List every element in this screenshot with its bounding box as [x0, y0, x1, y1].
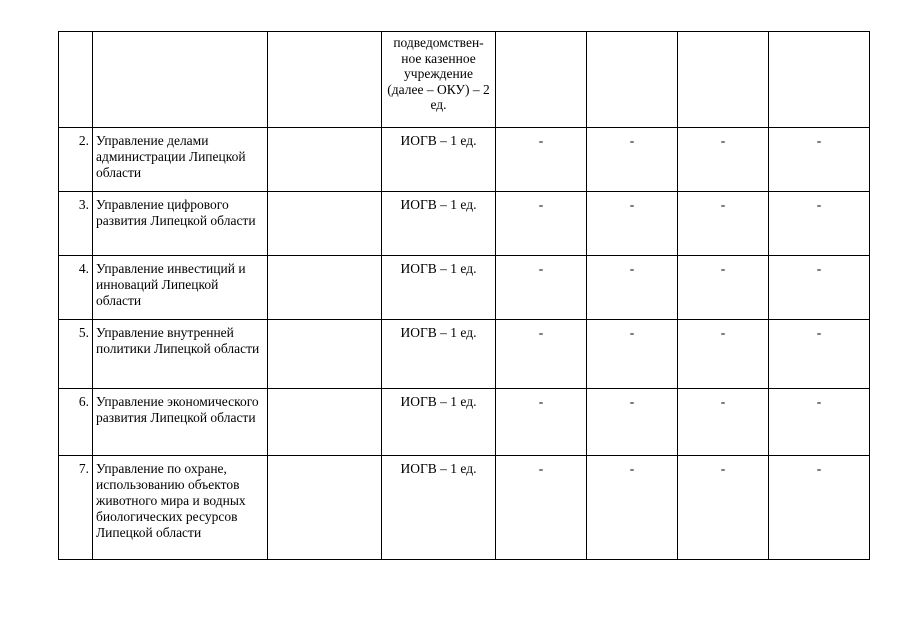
- agency-name-cell: [93, 32, 268, 128]
- table-row: [59, 456, 870, 560]
- institution-type-cell: ИОГВ – 1 ед.: [382, 256, 496, 320]
- empty-cell: [268, 389, 382, 456]
- empty-cell: [268, 456, 382, 560]
- institution-type-cell: ИОГВ – 1 ед.: [382, 192, 496, 256]
- value-cell: [678, 32, 769, 128]
- empty-cell: [268, 256, 382, 320]
- value-cell: -: [678, 389, 769, 456]
- value-cell: -: [496, 389, 587, 456]
- row-number-cell: 5.: [59, 320, 93, 389]
- agency-name-cell: Управление инвестиций и инноваций Липецкой области: [93, 256, 268, 320]
- row-number-cell: 4.: [59, 256, 93, 320]
- value-cell: -: [587, 320, 678, 389]
- value-cell: -: [769, 192, 870, 256]
- institution-type-cell: ИОГВ – 1 ед.: [382, 456, 496, 560]
- row-number-cell: 7.: [59, 456, 93, 560]
- value-cell: -: [678, 192, 769, 256]
- table-row: [59, 128, 870, 192]
- value-cell: -: [678, 456, 769, 560]
- value-cell: -: [587, 192, 678, 256]
- empty-cell: [268, 320, 382, 389]
- agency-name-cell: Управление внутренней политики Липецкой области: [93, 320, 268, 389]
- row-number-cell: 6.: [59, 389, 93, 456]
- table-row: [59, 320, 870, 389]
- table-row-continuation: [59, 32, 870, 128]
- value-cell: -: [496, 320, 587, 389]
- row-number-cell: [59, 32, 93, 128]
- institution-type-cell: ИОГВ – 1 ед.: [382, 320, 496, 389]
- agency-name-cell: Управление делами администрации Липецкой области: [93, 128, 268, 192]
- empty-cell: [268, 128, 382, 192]
- value-cell: -: [496, 192, 587, 256]
- empty-cell: [268, 32, 382, 128]
- value-cell: -: [769, 389, 870, 456]
- value-cell: -: [769, 256, 870, 320]
- institution-type-cell: ИОГВ – 1 ед.: [382, 128, 496, 192]
- value-cell: -: [769, 128, 870, 192]
- value-cell: [769, 32, 870, 128]
- table-row: [59, 192, 870, 256]
- value-cell: [496, 32, 587, 128]
- agency-name-cell: Управление экономического развития Липецкой области: [93, 389, 268, 456]
- row-number-cell: 3.: [59, 192, 93, 256]
- empty-cell: [268, 192, 382, 256]
- agencies-table: [58, 31, 870, 560]
- value-cell: -: [587, 128, 678, 192]
- institution-type-cell: подведомствен-ное казенное учреждение (далее – ОКУ) – 2 ед.: [382, 32, 496, 128]
- value-cell: -: [678, 256, 769, 320]
- table-row: [59, 389, 870, 456]
- institution-type-cell: ИОГВ – 1 ед.: [382, 389, 496, 456]
- value-cell: [587, 32, 678, 128]
- value-cell: -: [678, 128, 769, 192]
- agency-name-cell: Управление цифрового развития Липецкой области: [93, 192, 268, 256]
- value-cell: -: [769, 456, 870, 560]
- value-cell: -: [587, 389, 678, 456]
- row-number-cell: 2.: [59, 128, 93, 192]
- agency-name-cell: Управление по охране, использованию объектов животного мира и водных биологических ресурсов Липецкой области: [93, 456, 268, 560]
- table-row: [59, 256, 870, 320]
- value-cell: -: [587, 456, 678, 560]
- value-cell: -: [769, 320, 870, 389]
- value-cell: -: [496, 128, 587, 192]
- value-cell: -: [496, 456, 587, 560]
- value-cell: -: [496, 256, 587, 320]
- value-cell: -: [678, 320, 769, 389]
- value-cell: -: [587, 256, 678, 320]
